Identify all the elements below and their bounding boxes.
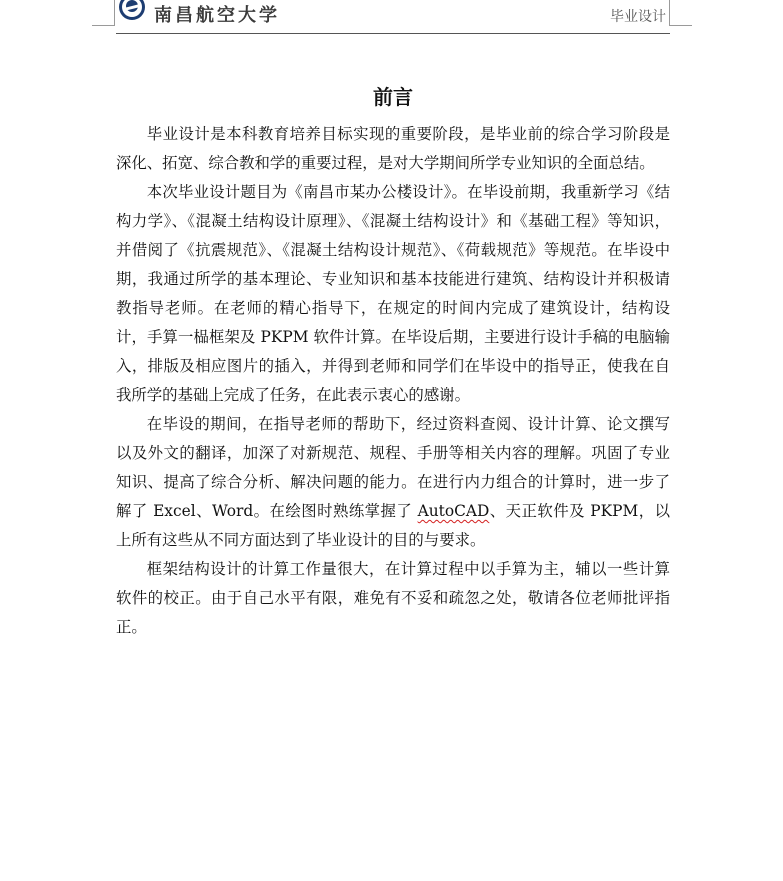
- crop-mark-top-left-horizontal: [92, 25, 114, 26]
- paragraph-3: [116, 410, 670, 555]
- crop-mark-top-left-vertical: [114, 0, 115, 26]
- paragraph-2: 本次毕业设计题目为《南昌市某办公楼设计》。在毕设前期，我重新学习《结构力学》、《混凝土结构设计原理》、《混凝土结构设计》和《基础工程》等知识，并借阅了《抗震规范》、《混凝土结构设计规范》、《荷载规范》等规范。在毕设中期，我通过所学的基本理论、专业知识和基本技能进行建筑、结构设计并积极请教指导老师。在老师的精心指导下，在规定的时间内完成了建筑设计，结构设计，手算一榀框架及 PKPM 软件计算。在毕设后期，主要进行设计手稿的电脑输入，排版及相应图片的插入，并得到老师和同学们在毕设中的指导正，使我在自我所学的基础上完成了任务，在此表示衷心的感谢。: [116, 183, 670, 404]
- document-type-label: 毕业设计: [610, 9, 666, 25]
- university-name: 南昌航空大学: [154, 5, 280, 26]
- paragraph-1: 毕业设计是本科教育培养目标实现的重要阶段，是毕业前的综合学习阶段是深化、拓宽、综合教和学的重要过程，是对大学期间所学专业知识的全面总结。: [116, 125, 670, 172]
- crop-mark-top-right-horizontal: [670, 25, 692, 26]
- body-text: [116, 120, 670, 642]
- page-title: 前言: [373, 85, 413, 109]
- paragraph-3-text-b: 、天正软件及 PKPM，以上所有这些从不同方面达到了毕业设计的目的与要求。: [116, 502, 670, 549]
- university-emblem-icon: [119, 0, 145, 20]
- page-header: [116, 0, 670, 34]
- paragraph-3-text-a: 在毕设的期间，在指导老师的帮助下，经过资料查阅、设计计算、论文撰写以及外文的翻译，加深了对新规范、规程、手册等相关内容的理解。巩固了专业知识、提高了综合分析、解决问题的能力。在进行内力组合的计算时，进一步了解了 Excel、Word。在绘图时熟练掌握了: [116, 415, 670, 520]
- autocad-spellcheck-word[interactable]: AutoCAD: [417, 502, 490, 520]
- paragraph-4: 框架结构设计的计算工作量很大，在计算过程中以手算为主，辅以一些计算软件的校正。由于自己水平有限，难免有不妥和疏忽之处，敬请各位老师批评指正。: [116, 560, 670, 636]
